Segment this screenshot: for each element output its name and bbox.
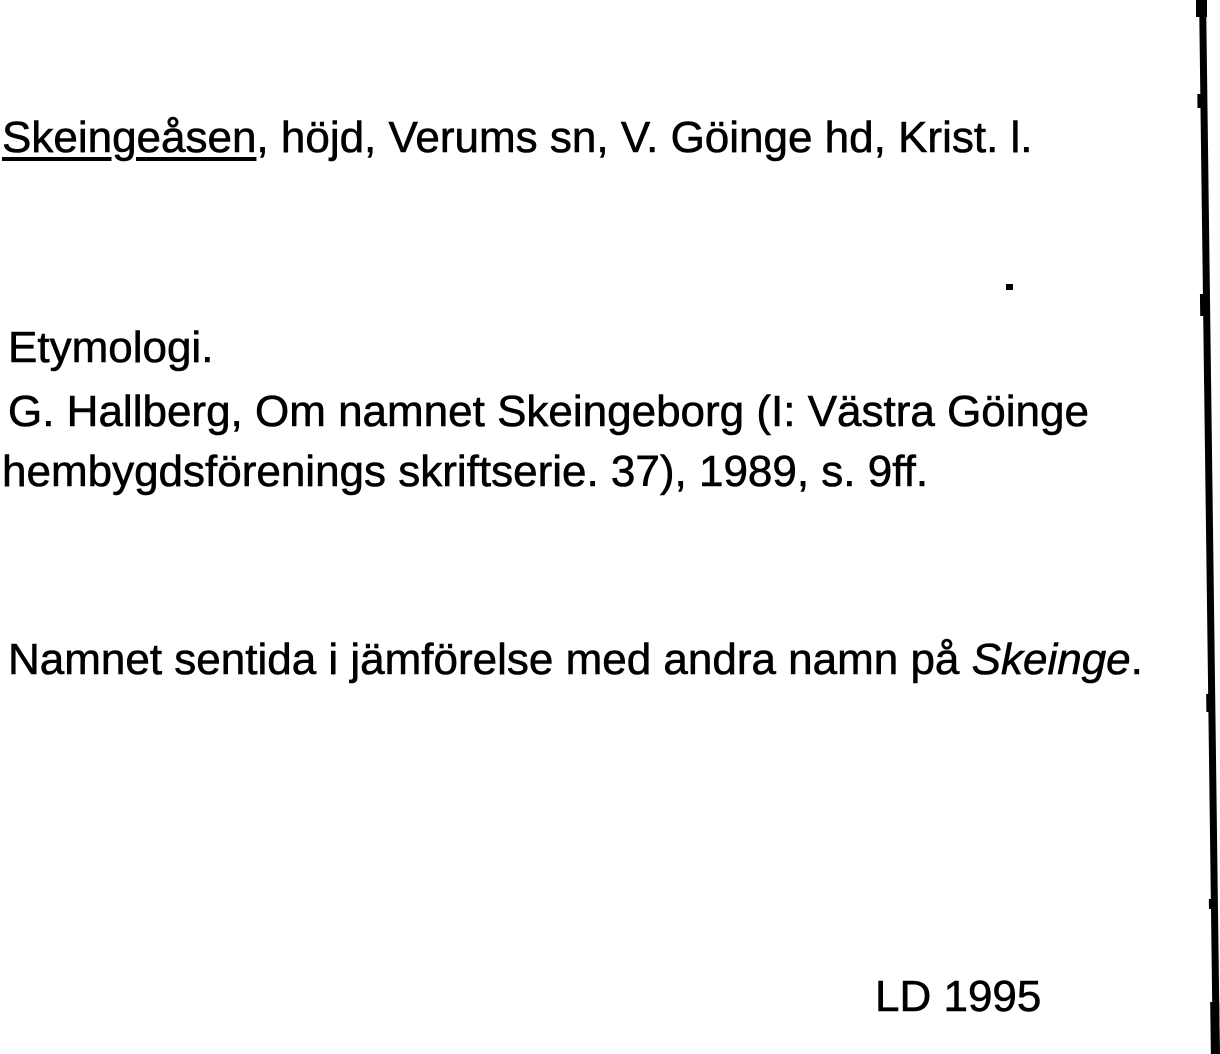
reference-line-2: hembygdsförenings skriftserie. 37), 1989, s. 9ff. <box>2 447 929 496</box>
page-edge-nick <box>1206 694 1210 712</box>
note-suffix: . <box>1130 635 1143 684</box>
note-line <box>8 635 1143 684</box>
title-line <box>2 113 1033 162</box>
page-edge-nick <box>1200 294 1204 316</box>
reference-line-1: G. Hallberg, Om namnet Skeingeborg (I: Västra Göinge <box>8 387 1089 436</box>
signature: LD 1995 <box>875 972 1042 1021</box>
page-edge-line <box>1199 0 1220 1054</box>
note-place-name-italic: Skeinge <box>971 635 1131 684</box>
title-line-rest: , höjd, Verums sn, V. Göinge hd, Krist. l. <box>256 113 1033 162</box>
ink-speck <box>1006 284 1013 290</box>
page-edge-nick <box>1210 1002 1220 1054</box>
note-prefix: Namnet sentida i jämförelse med andra namn på <box>8 635 972 684</box>
page-edge-nick <box>1209 899 1213 909</box>
etymology-heading: Etymologi. <box>8 323 214 372</box>
headword: Skeingeåsen <box>2 113 257 162</box>
page-edge-nick <box>1197 94 1202 108</box>
